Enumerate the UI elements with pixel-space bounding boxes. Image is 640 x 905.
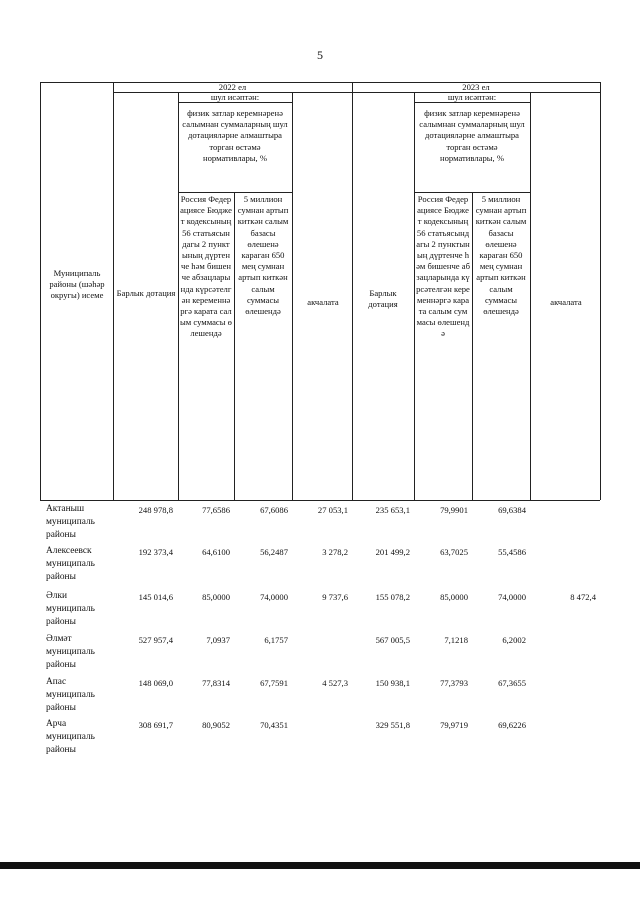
- norm-b-2022: 67,6086: [260, 505, 288, 515]
- total-dotation-2022: Барлык дотация: [116, 288, 176, 298]
- norm-b-2022: 56,2487: [260, 547, 288, 557]
- norm-b-2022: 67,7591: [260, 678, 288, 688]
- including-2022: шул исәптән:: [210, 92, 260, 102]
- norm-a-2022: 77,6586: [202, 505, 230, 515]
- total-dotation-2023: Барлык дотация: [368, 288, 398, 310]
- norm-b-2023: 6,2002: [502, 635, 526, 645]
- norm-header-2022: физик затлар керемнәренә салымнан суммаларның шул дотацияләрне алмаштыра торган өстәмә нормативлары, %: [182, 108, 288, 163]
- rule-col2: [178, 92, 179, 500]
- row-name: Әлмәт муниципаль районы: [46, 634, 95, 670]
- row-name: Актаныш муниципаль районы: [46, 504, 95, 540]
- norm-b-2022: 70,4351: [260, 720, 288, 730]
- row-name: Әлки муниципаль районы: [46, 591, 95, 627]
- norm-a-2023: 77,3793: [440, 678, 468, 688]
- norm-b-2022: 74,0000: [260, 592, 288, 602]
- total-2022: 248 978,8: [138, 505, 173, 515]
- cash-2023: акчалата: [550, 297, 582, 307]
- rule-col3: [234, 192, 235, 500]
- scan-edge-bar: [0, 862, 640, 869]
- rule-col1: [113, 82, 114, 500]
- norm-b-2023: 69,6226: [498, 720, 526, 730]
- sub-col-a-2022: Россия Федерациясе Бюджет кодексының 56 статьясындагы 2 пунктының дүртенче һәм бишенче абзацларында күрсәтелгән кеременнәргә карата салым суммасы өлешендә: [180, 194, 232, 339]
- norm-b-2023: 69,6384: [498, 505, 526, 515]
- total-2022: 145 014,6: [138, 592, 173, 602]
- rule-col8: [530, 92, 531, 500]
- total-2023: 155 078,2: [375, 592, 410, 602]
- norm-a-2023: 85,0000: [440, 592, 468, 602]
- norm-a-2023: 63,7025: [440, 547, 468, 557]
- norm-a-2022: 77,8314: [202, 678, 230, 688]
- cash-2022: 4 527,3: [322, 678, 348, 688]
- year-2023-header: 2023 ел: [462, 82, 490, 92]
- cash-2022: 27 053,1: [317, 505, 348, 515]
- cash-2023: 8 472,4: [570, 592, 596, 602]
- cash-2022: акчалата: [307, 297, 339, 307]
- rule-col4: [292, 92, 293, 500]
- norm-a-2023: 7,1218: [444, 635, 468, 645]
- norm-a-2022: 7,0937: [206, 635, 230, 645]
- rule-left: [40, 82, 41, 500]
- norm-a-2022: 64,6100: [202, 547, 230, 557]
- page-number: 5: [317, 48, 323, 62]
- total-2023: 567 005,5: [375, 635, 410, 645]
- sub-col-b-2022: 5 миллион сумнан артып киткән салым базасы өлешенә караган 650 мең сумнан артып киткән салым суммасы өлешендә: [237, 194, 289, 317]
- norm-a-2022: 80,9052: [202, 720, 230, 730]
- norm-a-2023: 79,9901: [440, 505, 468, 515]
- norm-b-2022: 6,1757: [264, 635, 288, 645]
- total-2023: 329 551,8: [375, 720, 410, 730]
- total-2023: 235 653,1: [375, 505, 410, 515]
- year-2022-header: 2022 ел: [218, 82, 247, 92]
- norm-a-2023: 79,9719: [440, 720, 468, 730]
- rule-col5: [352, 82, 353, 500]
- rule-norm-under: [178, 192, 292, 193]
- total-2022: 192 373,4: [138, 547, 173, 557]
- sub-col-a-2023: Россия Федерациясе Бюджет кодексының 56 статьясындагы 2 пунктының дүртенче һәм бишенче абзацларында күрсәтелгән кеременнәргә карата салым суммасы өлешендә: [416, 194, 470, 339]
- total-2022: 527 957,4: [138, 635, 173, 645]
- row-name: Алексеевск муниципаль районы: [46, 546, 95, 582]
- total-2022: 308 691,7: [138, 720, 173, 730]
- rule-header-bottom: [40, 500, 600, 501]
- row-name: Арча муниципаль районы: [46, 719, 95, 755]
- total-2023: 201 499,2: [375, 547, 410, 557]
- norm-a-2022: 85,0000: [202, 592, 230, 602]
- row-name: Апас муниципаль районы: [46, 677, 95, 713]
- total-2023: 150 938,1: [375, 678, 410, 688]
- norm-header-2023: физик затлар керемнәренә салымнан суммаларның шул дотацияләрне алмаштыра торган өстәмә нормативлары, %: [419, 108, 525, 163]
- total-2022: 148 069,0: [138, 678, 173, 688]
- norm-b-2023: 74,0000: [498, 592, 526, 602]
- rule-right: [600, 82, 601, 500]
- col-name-header: Муниципаль районы (шәһәр округы) исеме: [49, 268, 105, 301]
- including-2023: шул исәптән:: [447, 92, 497, 102]
- cash-2022: 9 737,6: [322, 592, 348, 602]
- norm-b-2023: 55,4586: [498, 547, 526, 557]
- cash-2022: 3 278,2: [322, 547, 348, 557]
- norm-b-2023: 67,3655: [498, 678, 526, 688]
- sub-col-b-2023: 5 миллион сумнан артып киткән салым базасы өлешенә караган 650 мең сумнан артып киткән салым суммасы өлешендә: [475, 194, 527, 317]
- rule-col6: [414, 92, 415, 500]
- rule-col7: [472, 192, 473, 500]
